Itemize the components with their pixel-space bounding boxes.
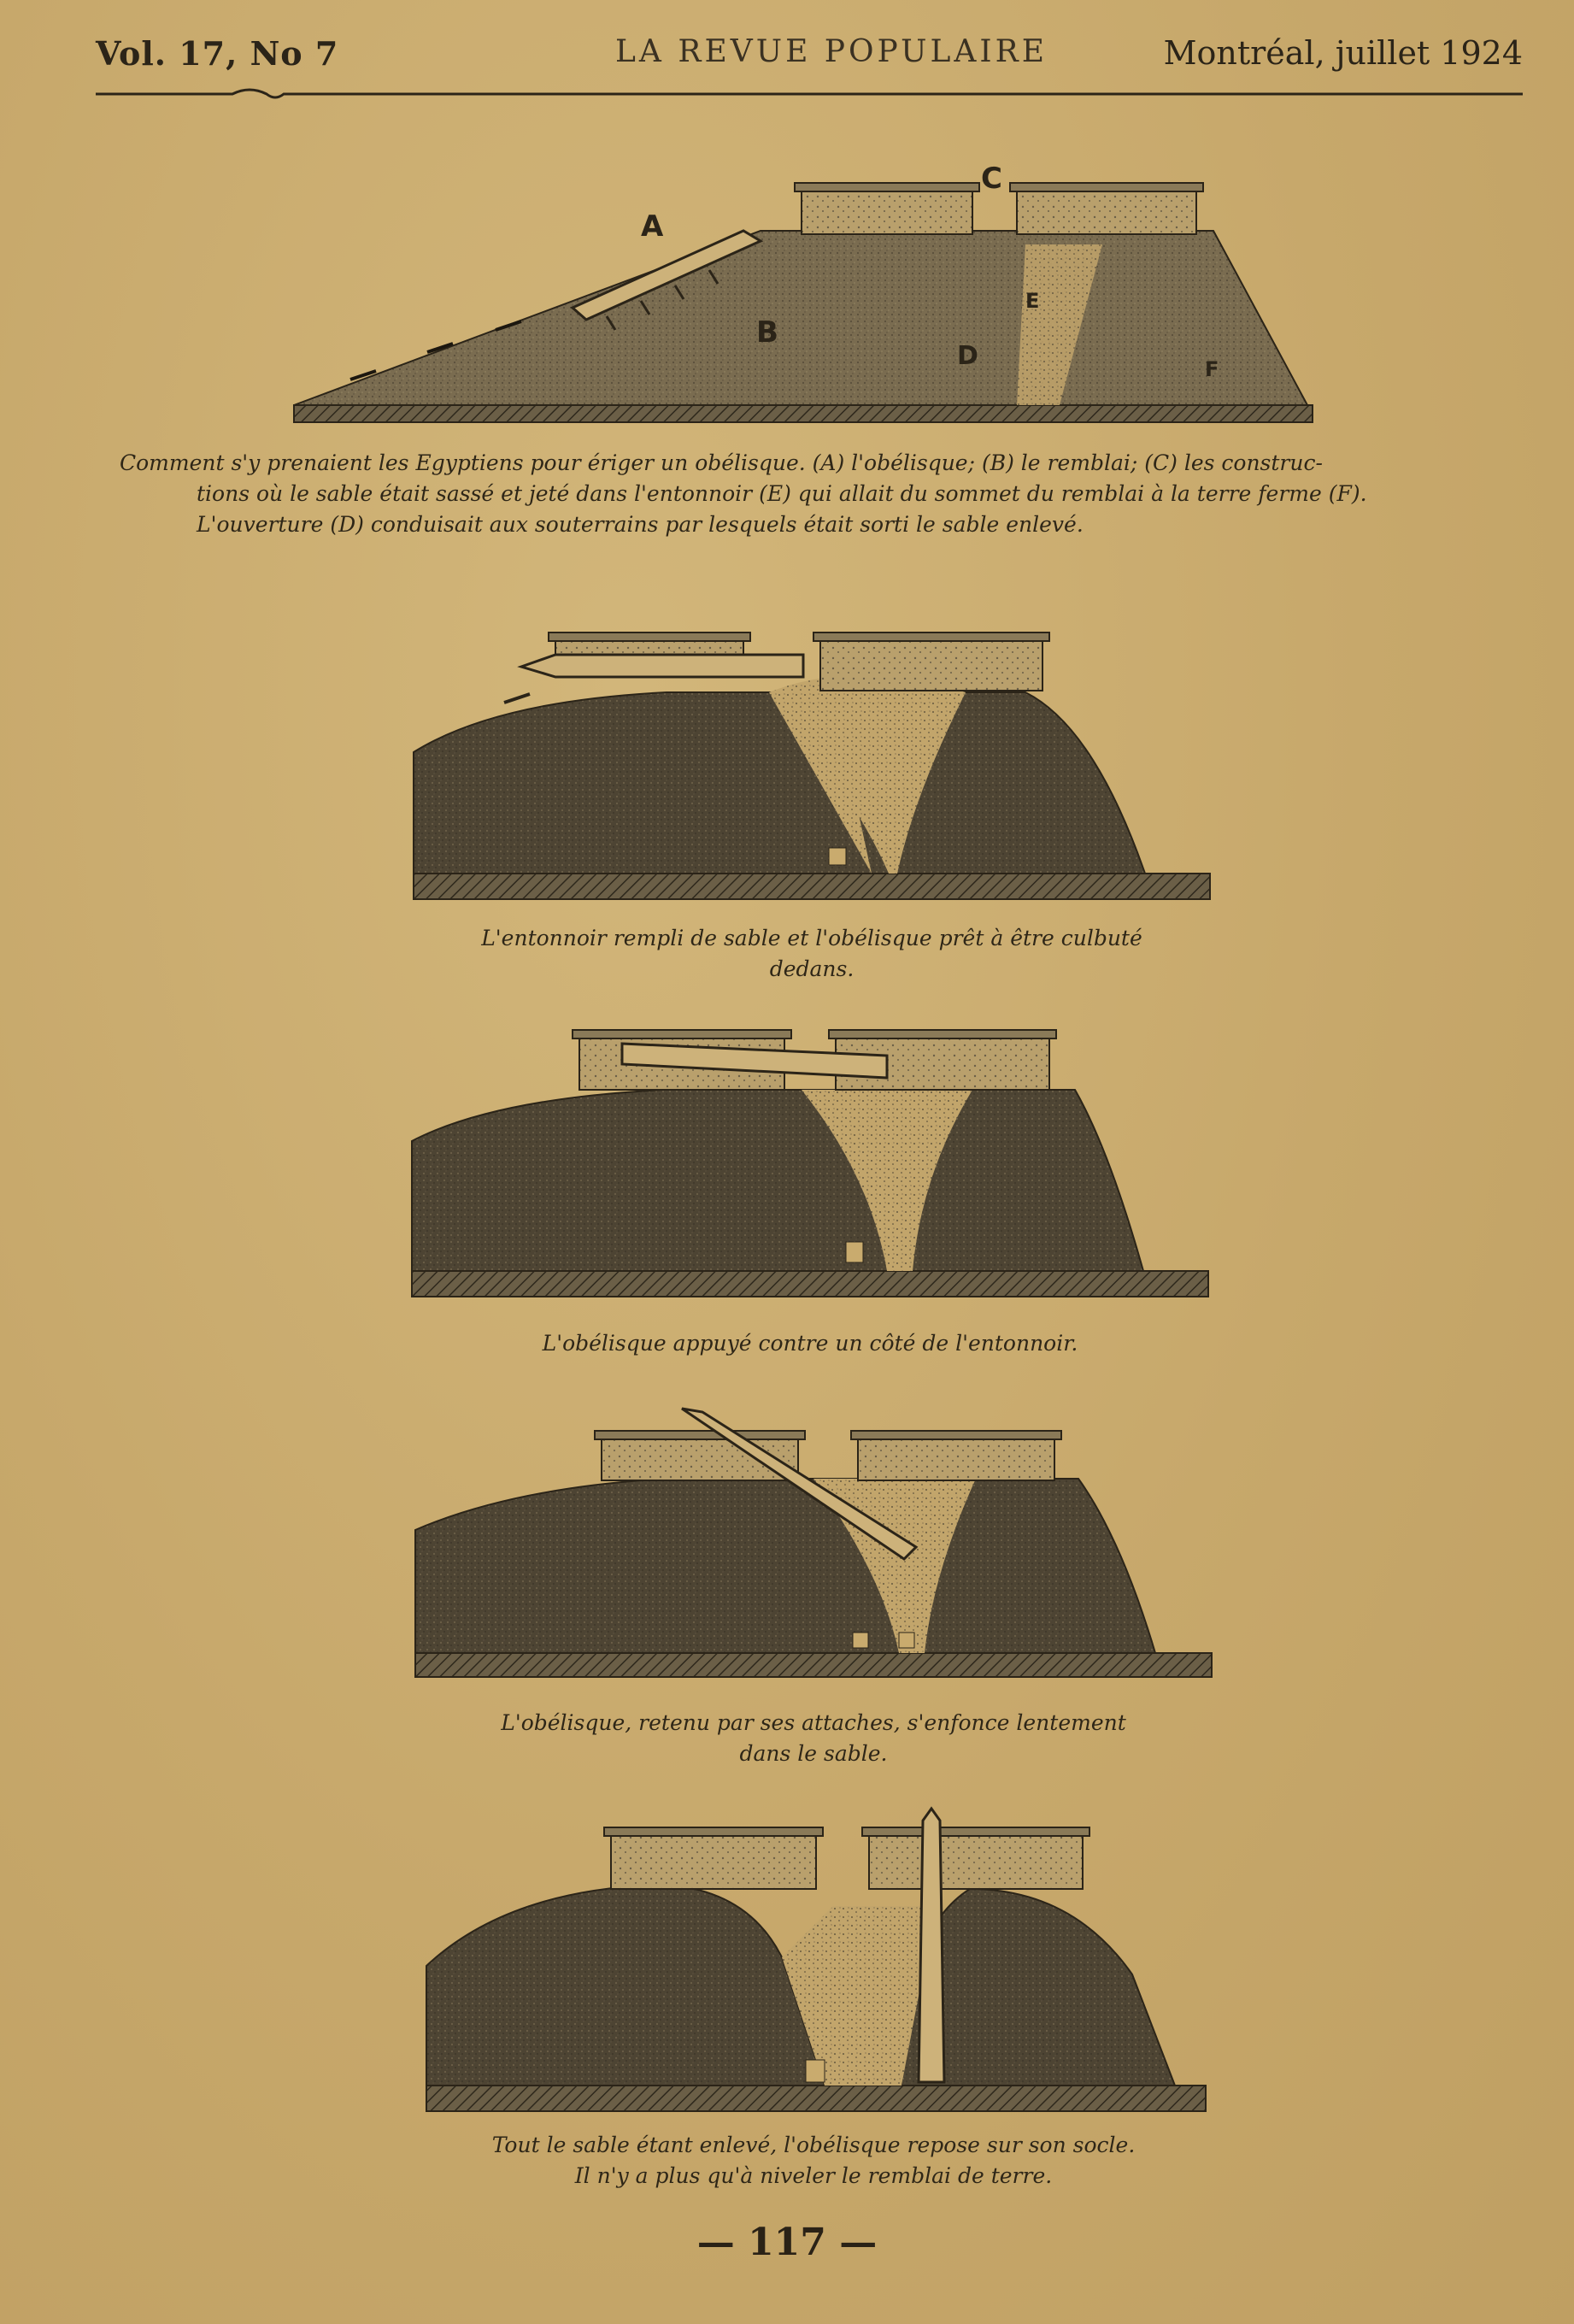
label-f: F (1205, 357, 1219, 381)
caption-line: L'obélisque, retenu par ses attaches, s'enfonce lentement (501, 1710, 1126, 1735)
caption-line: dans le sable. (739, 1741, 888, 1766)
label-b: B (756, 315, 778, 350)
figure-2-caption (410, 923, 1213, 985)
header-rule (96, 84, 1523, 104)
figure-3-obelisk-against-funnel (408, 1021, 1212, 1303)
page-number: — 117 — (696, 2221, 878, 2264)
figure-5-obelisk-on-pedestal (423, 1803, 1209, 2120)
figure-1-obelisk-embankment (282, 162, 1324, 436)
figure-1-caption (120, 448, 1504, 540)
obelisk (919, 1809, 944, 2082)
figure-3-caption (408, 1328, 1212, 1359)
publication-title: LA REVUE POPULAIRE (615, 34, 1048, 69)
page-header (96, 31, 1523, 99)
building-right (1017, 190, 1196, 234)
caption-line: Comment s'y prenaient les Egyptiens pour ériger un obélisque. (A) l'obélisque; (B) le remblai; (C) les construc- (120, 450, 1323, 475)
label-d: D (957, 341, 978, 371)
caption-line: L'ouverture (D) conduisait aux souterrains par lesquels était sorti le sable enlevé. (197, 512, 1084, 537)
obelisk (521, 655, 803, 677)
figure-5-caption (412, 2130, 1215, 2192)
caption-line: tions où le sable était sassé et jeté dans l'entonnoir (E) qui allait du sommet du remblai à la terre ferme (F). (197, 481, 1367, 506)
volume-number: Vol. 17, No 7 (96, 34, 339, 73)
label-e: E (1025, 289, 1040, 313)
label-a: A (641, 209, 664, 244)
embankment (294, 231, 1307, 405)
ground-base (294, 405, 1313, 422)
caption-line: Tout le sable étant enlevé, l'obélisque repose sur son socle. (491, 2133, 1136, 2157)
caption-line: Il n'y a plus qu'à niveler le remblai de terre. (574, 2163, 1053, 2188)
figure-4-obelisk-sinking (412, 1402, 1215, 1684)
caption-line: L'entonnoir rempli de sable et l'obélisque prêt à être culbuté (481, 926, 1142, 950)
figure-2-funnel-filled (410, 624, 1213, 906)
caption-line: L'obélisque appuyé contre un côté de l'entonnoir. (542, 1331, 1078, 1356)
issue-date: Montréal, juillet 1924 (1163, 34, 1523, 72)
label-c: C (981, 162, 1002, 196)
building-left (802, 190, 972, 234)
caption-line: dedans. (769, 956, 855, 981)
figure-4-caption (412, 1708, 1215, 1769)
